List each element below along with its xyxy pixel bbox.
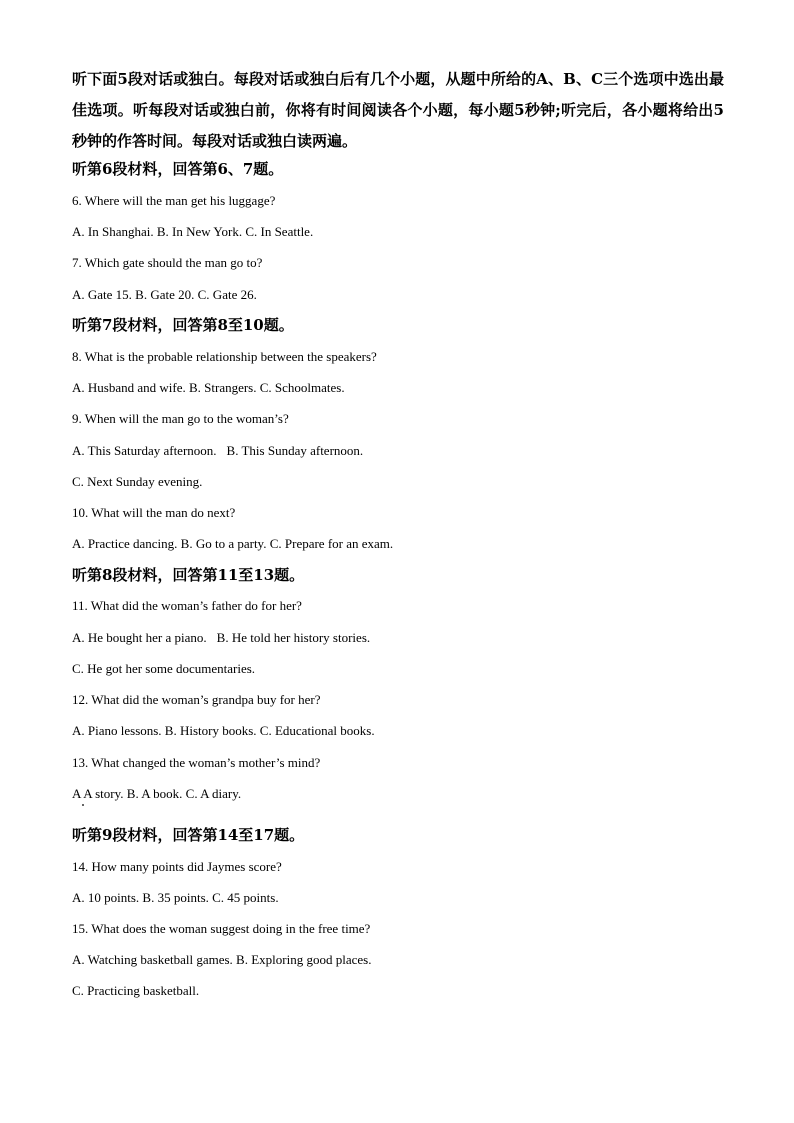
question-14-stem: 14. How many points did Jaymes score?	[72, 859, 282, 874]
section-heading-6: 听第6段材料，回答第6、7题。	[72, 160, 284, 178]
section-heading-7: 听第7段材料，回答第8至10题。	[72, 316, 294, 334]
question-13-stem: 13. What changed the woman’s mother’s mind?	[72, 755, 321, 770]
question-12-options: A. Piano lessons. B. History books. C. Educational books.	[72, 723, 375, 738]
question-6-options: A. In Shanghai. B. In New York. C. In Seattle.	[72, 224, 314, 239]
stray-mark	[82, 804, 84, 806]
question-7-stem: 7. Which gate should the man go to?	[72, 255, 263, 270]
question-11-option-c: C. He got her some documentaries.	[72, 661, 256, 676]
section-heading-8: 听第8段材料，回答第11至13题。	[72, 566, 305, 584]
question-11-option-a: A. He bought her a piano.	[72, 630, 207, 645]
question-10-options: A. Practice dancing. B. Go to a party. C. Prepare for an exam.	[72, 536, 394, 551]
question-8-options: A. Husband and wife. B. Strangers. C. Schoolmates.	[72, 380, 345, 395]
question-8-stem: 8. What is the probable relationship between the speakers?	[72, 349, 377, 364]
question-11-stem: 11. What did the woman’s father do for her?	[72, 598, 302, 613]
question-9-options-ab	[72, 443, 363, 459]
question-9-option-b: B. This Sunday afternoon.	[226, 443, 364, 458]
question-10-stem: 10. What will the man do next?	[72, 505, 236, 520]
question-9-option-a: A. This Saturday afternoon.	[72, 443, 217, 458]
question-15-options-ab: A. Watching basketball games. B. Exploring good places.	[72, 952, 372, 967]
question-9-option-c: C. Next Sunday evening.	[72, 474, 203, 489]
question-13-options: A A story. B. A book. C. A diary.	[72, 786, 242, 801]
section-heading-9: 听第9段材料，回答第14至17题。	[72, 826, 305, 844]
section-instructions: 听下面5段对话或独白。每段对话或独白后有几个小题，从题中所给的A、B、C三个选项中选出最佳选项。听每段对话或独白前，你将有时间阅读各个小题，每小题5秒钟;听完后，各小题将给出5秒钟的作答时间。每段对话或独白读两遍。	[72, 70, 724, 150]
question-15-option-c: C. Practicing basketball.	[72, 983, 200, 998]
question-15-stem: 15. What does the woman suggest doing in the free time?	[72, 921, 371, 936]
question-14-options: A. 10 points. B. 35 points. C. 45 points.	[72, 890, 279, 905]
question-12-stem: 12. What did the woman’s grandpa buy for her?	[72, 692, 321, 707]
question-7-options: A. Gate 15. B. Gate 20. C. Gate 26.	[72, 287, 257, 302]
question-11-option-b: B. He told her history stories.	[216, 630, 371, 645]
question-6-stem: 6. Where will the man get his luggage?	[72, 193, 276, 208]
question-11-options-ab	[72, 630, 370, 646]
question-9-stem: 9. When will the man go to the woman’s?	[72, 411, 289, 426]
